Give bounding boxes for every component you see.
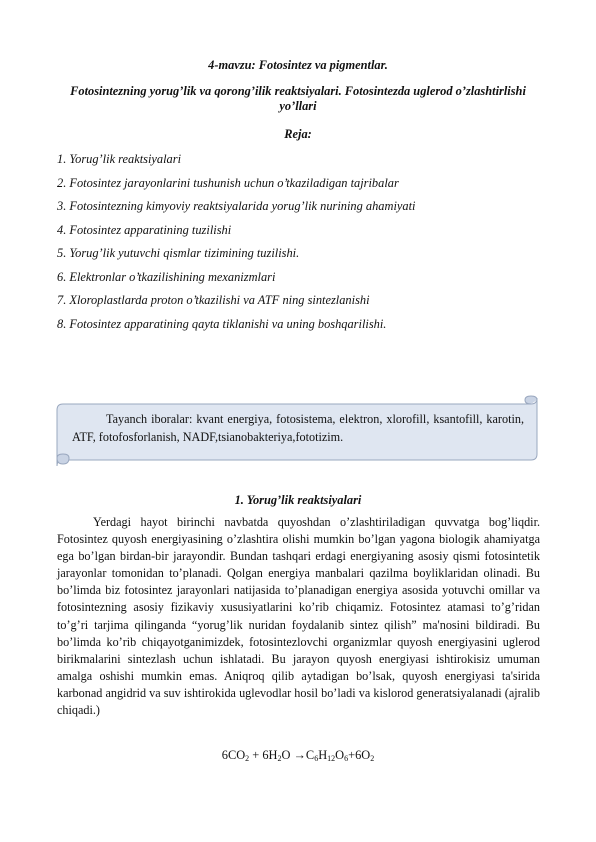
plan-item: 2. Fotosintez jarayonlarini tushunish uchun o’tkaziladigan tajribalar [57, 175, 399, 190]
paragraph-content: Yerdagi hayot birinchi navbatda quyoshdan o’zlashtiriladigan quvvatga bog’liqdir. Fotosintez quyosh energiyasining o’zlashtira olishi mumkin bo’lgan yagona biologik ahamiyatga ega bo’lgan birdan-bir jarayondir. Bundan tashqari erdagi energiyaning asosiy qismi fotosintetik jarayonlar tomonidan to’planadi. Qolgan energiya manbalari qazilma boyliklaridan olinadi. Bu bo’limda biz fotosintez jarayonlari natijasida to’planadigan energiya asosida yotuvchi omillar va fotosintezning asosiy fizikaviy xususiyatlarini ko’rib chiqamiz. Fotosintez atamasi to’g’ridan to’g’ri tarjima qilinganda “yorug’lik nuridan foydalanib sintez qilish” ma'nosini bildiradi. Bu bo’limda ko’rib chiqayotganimizdek, fotosintezlovchi organizmlar quyosh energiyasini uglerod birikmalarini sintezlash uchun ishlatadi. Bu jarayon quyosh energiyasi ishtirokisiz umuman amalga oshishi mumkin emas. Aniqroq qilib aytadigan bo’lsak, quyosh energiyasi ta'sirida karbonad angidrid va suv ishtirokida uglevodlar hosil bo’ladi va kislorod generatsiyalanadi (ajralib chiqadi.) [57, 515, 540, 718]
plan-item: 1. Yorug’lik reaktsiyalari [57, 152, 182, 166]
plan-item: 6. Elektronlar o’tkazilishining mexanizmlari [57, 269, 276, 284]
topic-title: 4-mavzu: Fotosintez va pigmentlar. [208, 58, 388, 72]
photosynthesis-equation: $6CO_2 + 6H_2O \to C_6H_{12}O_6+6O_2$ [221, 748, 375, 763]
key-terms-text [72, 410, 524, 446]
plan-item: 4. Fotosintez apparatining tuzilishi [57, 222, 232, 237]
section-title: 1. Yorug’lik reaktsiyalari [234, 493, 362, 507]
section-paragraph [57, 514, 540, 719]
plan-heading: Reja: [284, 127, 312, 141]
plan-item: 8. Fotosintez apparatining qayta tiklanishi va uning boshqarilishi. [57, 316, 387, 331]
plan-item: 3. Fotosintezning kimyoviy reaktsiyalarida yorug’lik nurining ahamiyati [57, 199, 416, 213]
key-terms-content: Tayanch iboralar: kvant energiya, fotosistema, elektron, xlorofill, ksantofill, karotin, ATF, fotofosforlanish, NADF,tsianobakteriya,fototizim. [72, 412, 524, 444]
plan-list [57, 148, 415, 336]
topic-subtitle: Fotosintezning yorug’lik va qorong’ilik reaktsiyalari. Fotosintezda uglerod o’zlashtirlishi yo’llari [70, 84, 526, 113]
plan-item: 7. Xloroplastlarda proton o’tkazilishi va ATF ning sintezlanishi [57, 293, 370, 307]
plan-item: 5. Yorug’lik yutuvchi qismlar tizimining tuzilishi. [57, 246, 300, 260]
